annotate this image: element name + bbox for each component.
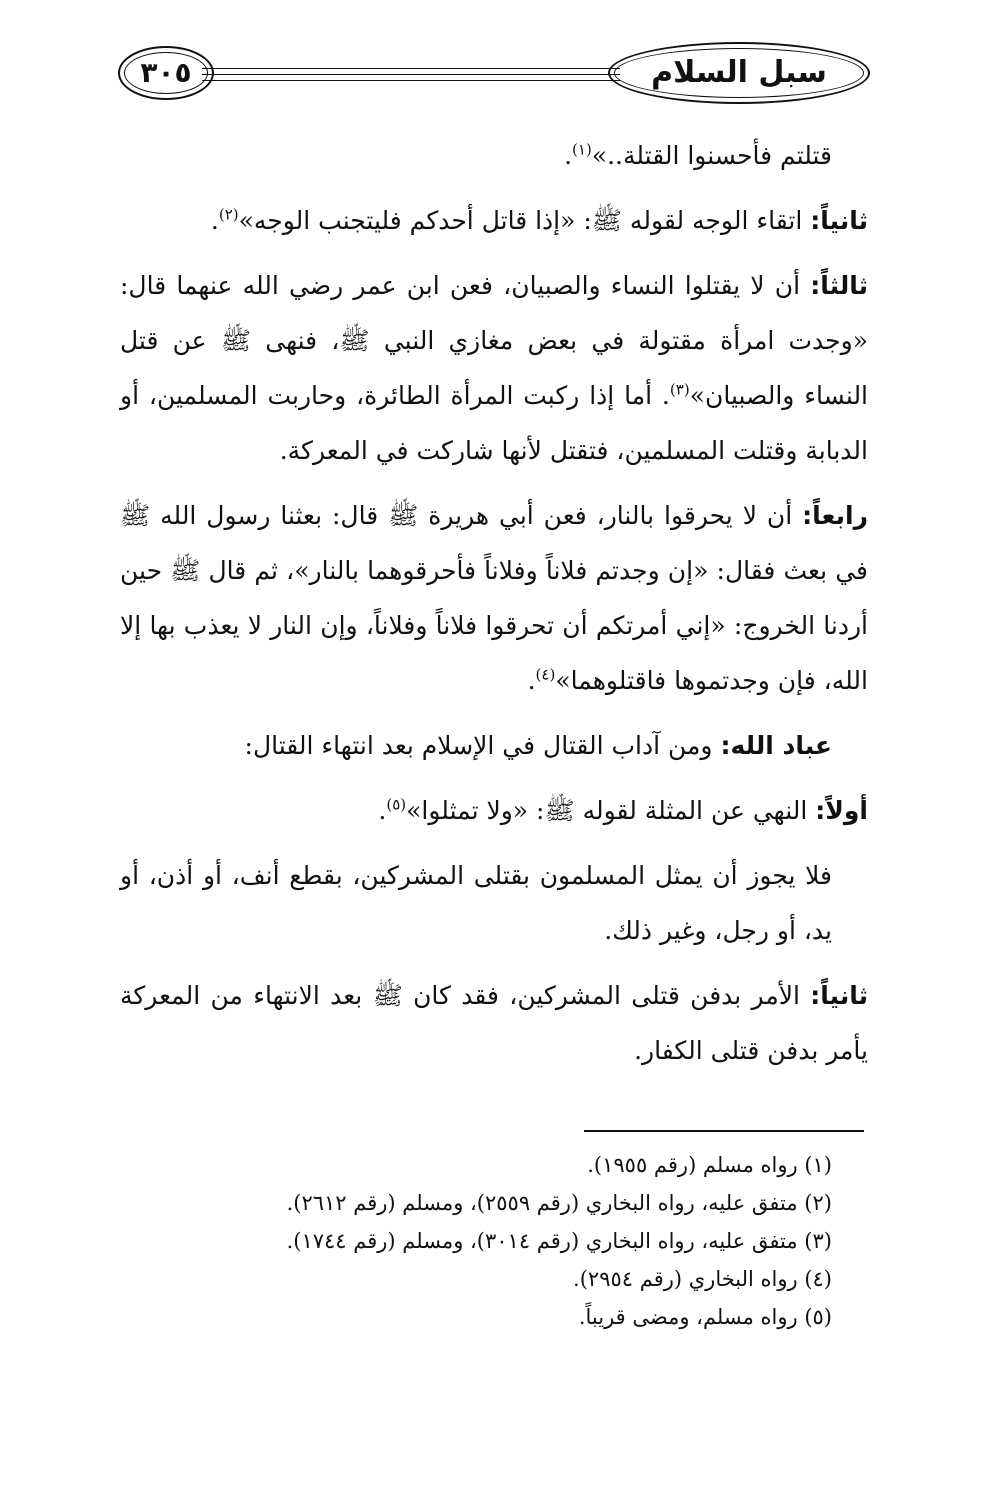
footnote-separator	[584, 1130, 864, 1132]
paragraph-text: .	[564, 141, 573, 170]
enumeration-keyword: أولاً:	[815, 796, 868, 825]
header-rule	[202, 68, 620, 69]
enumeration-keyword: ثانياً:	[810, 981, 868, 1010]
paragraph-text: أن لا يحرقوا بالنار، فعن أبي هريرة ﷺ قال: بعثنا رسول الله ﷺ في بعث فقال: «إن وجدتم فلاناً وفلاناً فأحرقوهما بالنار»، ثم قال ﷺ حين أردنا الخروج: «إني أمرتكم أن تحرقوا فلاناً وفلاناً، وإن النار لا يعذب بها إلا الله، فإن وجدتموها فاقتلوهما»	[120, 501, 868, 695]
header-rule	[202, 80, 620, 81]
footnote: (٥) رواه مسلم، ومضى قريباً.	[578, 1305, 832, 1329]
paragraph-text: . أما إذا ركبت المرأة الطائرة، وحاربت المسلمين، أو الدبابة وقتلت المسلمين، فتقتل لأنها شاركت في المعركة.	[120, 381, 868, 465]
enumeration-keyword: رابعاً:	[802, 501, 868, 530]
enumeration-keyword: عباد الله:	[720, 731, 832, 760]
paragraph	[120, 968, 868, 1078]
paragraph-text: النهي عن المثلة لقوله ﷺ: «ولا تمثلوا»	[406, 796, 816, 825]
footnotes	[120, 1146, 832, 1336]
paragraph-text: قتلتم فأحسنوا القتلة..»	[591, 141, 832, 170]
paragraph	[120, 193, 868, 248]
footnote-ref: (٢)	[218, 205, 239, 224]
enumeration-keyword: ثانياً:	[810, 206, 868, 235]
paragraph-text: فلا يجوز أن يمثل المسلمون بقتلى المشركين، بقطع أنف، أو أذن، أو يد، أو رجل، وغير ذلك.	[120, 861, 832, 945]
paragraph	[120, 783, 868, 838]
paragraph-text: .	[378, 796, 387, 825]
paragraph-text: أن لا يقتلوا النساء والصبيان، فعن ابن عمر رضي الله عنهما قال: «وجدت امرأة مقتولة في بعض مغازي النبي ﷺ، فنهى ﷺ عن قتل النساء والصبيان»	[120, 271, 869, 410]
footnote-ref: (٣)	[669, 380, 690, 399]
paragraph-text: اتقاء الوجه لقوله ﷺ: «إذا قاتل أحدكم فليتجنب الوجه»	[238, 206, 811, 235]
footnote: (٤) رواه البخاري (رقم ٢٩٥٤).	[573, 1267, 832, 1291]
header-rule	[202, 74, 620, 75]
running-header	[118, 38, 870, 110]
footnote: (٣) متفق عليه، رواه البخاري (رقم ٣٠١٤)، ومسلم (رقم ١٧٤٤).	[286, 1229, 832, 1253]
paragraph-text: .	[527, 666, 536, 695]
paragraph	[120, 488, 868, 708]
main-text	[120, 128, 868, 1088]
paragraph-text: .	[210, 206, 219, 235]
paragraph	[120, 718, 868, 773]
paragraph	[120, 128, 868, 183]
footnote: (٢) متفق عليه، رواه البخاري (رقم ٢٥٥٩)، ومسلم (رقم ٢٦١٢).	[286, 1191, 832, 1215]
paragraph	[120, 848, 868, 958]
footnote: (١) رواه مسلم (رقم ١٩٥٥).	[587, 1153, 832, 1177]
paragraph-text: الأمر بدفن قتلى المشركين، فقد كان ﷺ بعد الانتهاء من المعركة يأمر بدفن قتلى الكفار.	[120, 981, 868, 1065]
paragraph-text: ومن آداب القتال في الإسلام بعد انتهاء القتال:	[244, 731, 721, 760]
page-number: ٣٠٥	[140, 56, 192, 89]
book-title: سبل السلام	[651, 55, 827, 90]
footnote-ref: (١)	[572, 140, 592, 159]
footnote-ref: (٤)	[535, 665, 556, 684]
enumeration-keyword: ثالثاً:	[810, 271, 868, 300]
paragraph	[120, 258, 868, 478]
footnote-ref: (٥)	[386, 795, 407, 814]
